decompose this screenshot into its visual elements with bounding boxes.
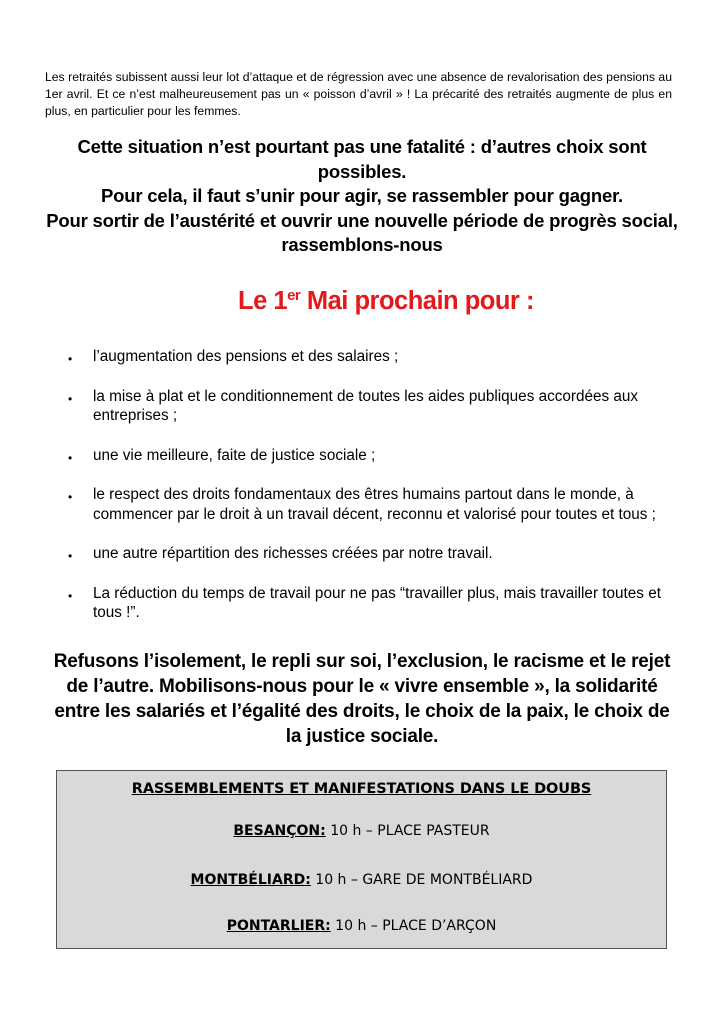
list-item — [68, 485, 688, 524]
may-day-heading — [0, 285, 724, 317]
events-title: RASSEMBLEMENTS ET MANIFESTATIONS DANS LE DOUBS — [131, 781, 592, 797]
bullet-icon: • — [68, 450, 73, 465]
call-to-action — [40, 135, 684, 258]
bullet-icon: • — [68, 549, 73, 563]
bullet-icon: • — [68, 352, 73, 366]
list-item-text: l’augmentation des pensions et des salaires ; — [93, 348, 399, 365]
event-row-besancon — [57, 823, 666, 839]
may-day-heading-superscript: er — [287, 287, 301, 304]
event-details: 10 h – GARE DE MONTBÉLIARD — [310, 872, 533, 888]
events-box — [56, 770, 667, 949]
bullet-icon: • — [68, 588, 73, 603]
event-details: 10 h – PLACE D’ARÇON — [330, 918, 497, 934]
event-city: PONTARLIER: — [226, 918, 331, 934]
call-line-austerity: Pour sortir de l’austérité et ouvrir une nouvelle période de progrès social, rassemblons-nous — [46, 209, 678, 255]
closing-paragraph: Refusons l’isolement, le repli sur soi, l’exclusion, le racisme et le rejet de l’autre. Mobilisons-nous pour le « vivre ensemble », la solidarité entre les salariés et l’égalité des droits, le choix de la paix, le choix de la justice sociale. — [53, 651, 671, 747]
event-city: MONTBÉLIARD: — [190, 872, 311, 888]
demands-list — [68, 347, 688, 623]
list-item-text: la mise à plat et le conditionnement de toutes les aides publiques accordées aux entreprises ; — [93, 387, 639, 424]
list-item-text: une autre répartition des richesses créées par notre travail. — [93, 545, 493, 562]
intro-paragraph: Les retraités subissent aussi leur lot d’attaque et de régression avec une absence de revalorisation des pensions au 1er avril. Et ce n’est malheureusement pas un « poisson d’avril » ! La précarité des retraités augmente de plus en plus, en particulier pour les femmes. — [45, 70, 672, 118]
bullet-icon: • — [68, 391, 73, 406]
call-line-situation: Cette situation n’est pourtant pas une fatalité : d’autres choix sont possibles. — [77, 136, 647, 182]
event-row-pontarlier — [57, 918, 666, 934]
event-details: 10 h – PLACE PASTEUR — [325, 823, 490, 839]
list-item-text: une vie meilleure, faite de justice sociale ; — [93, 446, 376, 464]
may-day-heading-prefix: Le 1 — [238, 287, 288, 315]
list-item — [68, 387, 688, 426]
list-item — [68, 347, 688, 367]
may-day-heading-suffix: Mai prochain pour : — [300, 287, 534, 315]
list-item-text: La réduction du temps de travail pour ne pas “travailler plus, mais travailler toutes et tous !”. — [93, 584, 661, 621]
list-item — [68, 584, 688, 623]
list-item — [68, 446, 688, 466]
list-item — [68, 544, 688, 564]
event-row-montbeliard — [57, 872, 666, 888]
call-line-unite: Pour cela, il faut s’unir pour agir, se rassembler pour gagner. — [100, 185, 623, 206]
bullet-icon: • — [68, 490, 73, 504]
event-city: BESANÇON: — [233, 823, 326, 839]
list-item-text: le respect des droits fondamentaux des êtres humains partout dans le monde, à commencer par le droit à un travail décent, reconnu et valorisé pour toutes et tous ; — [93, 486, 656, 523]
